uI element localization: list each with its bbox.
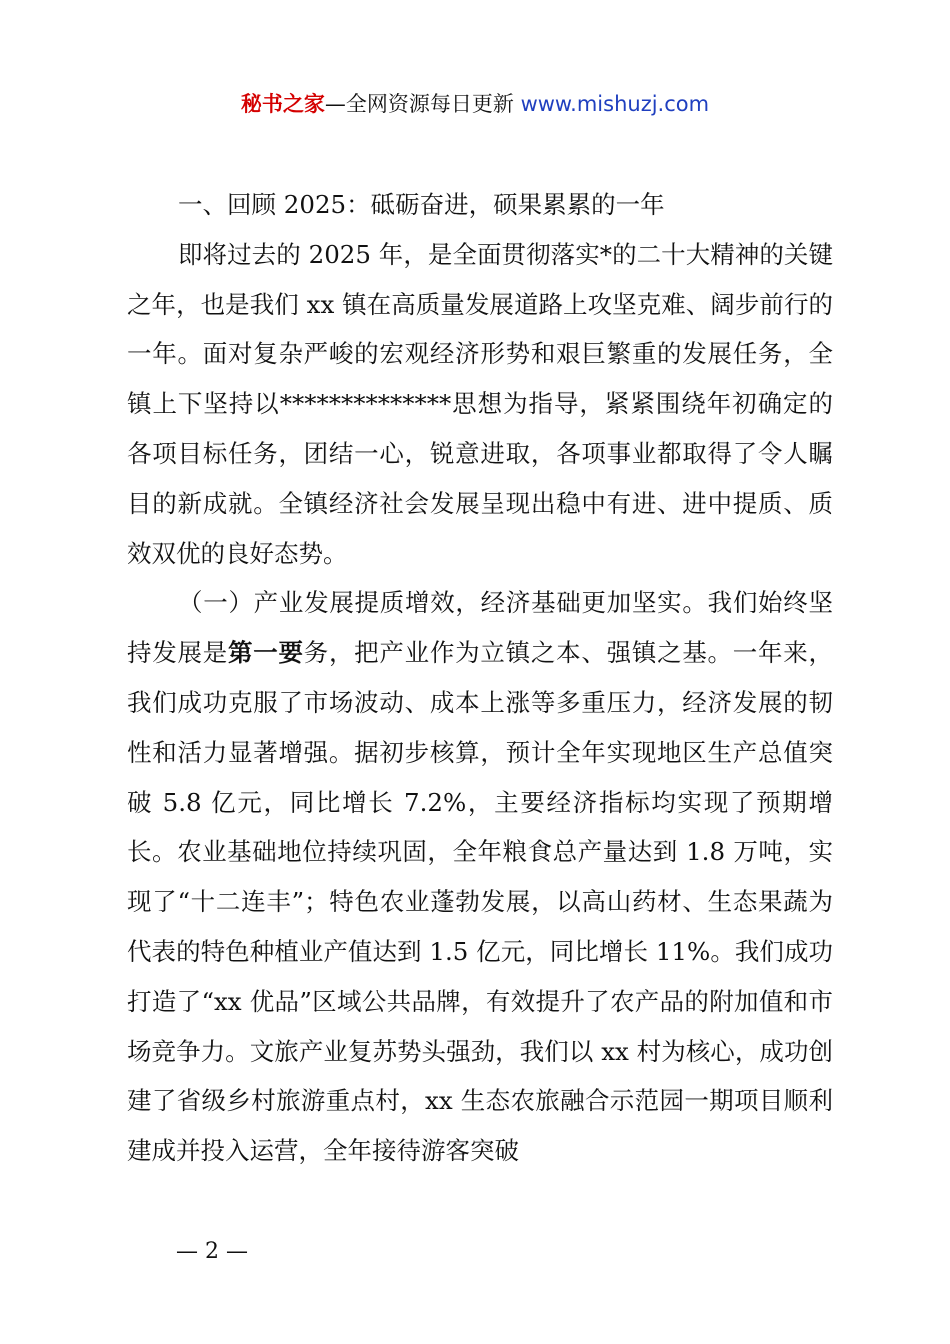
banner-url-link[interactable]: www.mishuzj.com [520,92,710,116]
banner-slogan: —全网资源每日更新 [324,92,514,116]
industry-paragraph-lead: （一）产业发展提质增效，经济基础更加坚实。我们始终坚持发展是 [127,588,833,668]
section-heading: 一、回顾 2025：砥砺奋进，硕果累累的一年 [178,190,665,219]
bold-emphasis: 第一要 [227,638,304,668]
site-banner [0,88,950,120]
banner-brand: 秘书之家 [240,92,325,116]
industry-paragraph-rest: 务，把产业作为立镇之本、强镇之基。一年来，我们成功克服了市场波动、成本上涨等多重压力，经济发展的韧性和活力显著增强。据初步核算，预计全年实现地区生产总值突破 5.8 亿元，同比增长 7.2%，主要经济指标均实现了预期增长。农业基础地位持续巩固，全年粮食总产量达到 1.8 万吨，实现了“十二连丰”；特色农业蓬勃发展，以高山药材、生态果蔬为代表的特色种植业产值达到 1.5 亿元，同比增长 11%。我们成功打造了“xx 优品”区域公共品牌，有效提升了农产品的附加值和市场竞争力。文旅产业复苏势头强劲，我们以 xx 村为核心，成功创建了省级乡村旅游重点村，xx 生态农旅融合示范园一期项目顺利建成并投入运营，全年接待游客突破 [127,638,834,1166]
page-number: — 2 — [176,1239,248,1264]
intro-paragraph: 即将过去的 2025 年，是全面贯彻落实*的二十大精神的关键之年，也是我们 xx 镇在高质量发展道路上攻坚克难、阔步前行的一年。面对复杂严峻的宏观经济形势和艰巨繁重的发展任务，全镇上下坚持以**************思想为指导，紧紧围绕年初确定的各项目标任务，团结一心，锐意进取，各项事业都取得了令人瞩目的新成就。全镇经济社会发展呈现出稳中有进、进中提质、质效双优的良好态势。 [127,239,833,568]
document-body [127,180,833,1176]
industry-paragraph [127,578,833,1176]
